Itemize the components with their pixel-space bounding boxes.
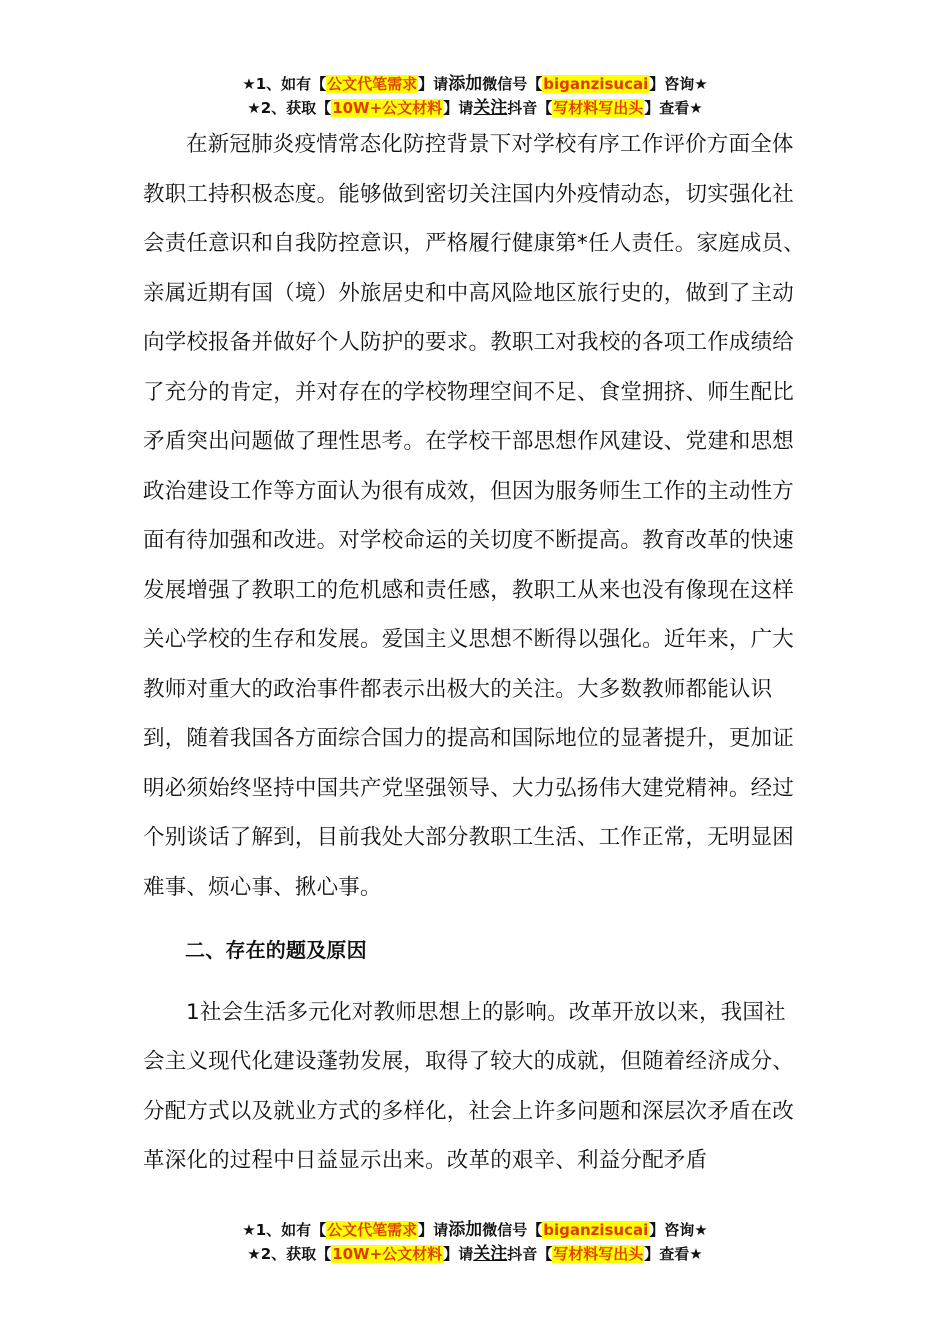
banner-line-2: ★2、获取【10W+公文材料】请关注抖音【写材料写出头】查看★ — [247, 98, 703, 118]
paragraph: 1社会生活多元化对教师思想上的影响。改革开放以来，我国社会主义现代化建设蓬勃发展，取得了较大的成就，但随着经济成分、分配方式以及就业方式的多样化，社会上许多问题和深层次矛盾在改革深化的过程中日益显示出来。改革的艰辛、利益分配矛盾 — [143, 999, 795, 1173]
banner-line-2: ★2、获取【10W+公文材料】请关注抖音【写材料写出头】查看★ — [247, 1244, 703, 1264]
banner-line-1: ★1、如有【公文代笔需求】请添加微信号【biganzisucai】咨询★ — [242, 74, 708, 94]
highlight-text: 10W+公文材料 — [332, 99, 443, 117]
star-icon: ★ — [247, 99, 261, 117]
star-icon: ★ — [242, 75, 256, 93]
wechat-id: biganzisucai — [543, 75, 649, 93]
section-heading: 二、存在的题及原因 — [185, 938, 367, 962]
document-body — [143, 120, 807, 1186]
wechat-id: biganzisucai — [543, 1221, 649, 1239]
banner-line-1: ★1、如有【公文代笔需求】请添加微信号【biganzisucai】咨询★ — [242, 1220, 708, 1240]
highlight-text: 公文代笔需求 — [327, 75, 418, 93]
header-banner — [0, 72, 950, 120]
highlight-text: 10W+公文材料 — [332, 1245, 443, 1263]
douyin-account: 写材料写出头 — [553, 99, 644, 117]
footer-banner — [0, 1218, 950, 1266]
douyin-account: 写材料写出头 — [553, 1245, 644, 1263]
paragraph: 在新冠肺炎疫情常态化防控背景下对学校有序工作评价方面全体教职工持积极态度。能够做到密切关注国内外疫情动态，切实强化社会责任意识和自我防控意识，严格履行健康第*任人责任。家庭成员、亲属近期有国（境）外旅居史和中高风险地区旅行史的，做到了主动向学校报备并做好个人防护的要求。教职工对我校的各项工作成绩给了充分的肯定，并对存在的学校物理空间不足、食堂拥挤、师生配比矛盾突出问题做了理性思考。在学校干部思想作风建设、党建和思想政治建设工作等方面认为很有成效，但因为服务师生工作的主动性方面有待加强和改进。对学校命运的关切度不断提高。教育改革的快速发展增强了教职工的危机感和责任感，教职工从来也没有像现在这样关心学校的生存和发展。爱国主义思想不断得以强化。近年来，广大教师对重大的政治事件都表示出极大的关注。大多数教师都能认识到，随着我国各方面综合国力的提高和国际地位的显著提升，更加证明必须始终坚持中国共产党坚强领导、大力弘扬伟大建党精神。经过个别谈话了解到，目前我处大部分教职工生活、工作正常，无明显困难事、烦心事、揪心事。 — [143, 132, 805, 900]
highlight-text: 公文代笔需求 — [327, 1221, 418, 1239]
star-icon: ★ — [247, 1245, 261, 1263]
star-icon: ★ — [242, 1221, 256, 1239]
